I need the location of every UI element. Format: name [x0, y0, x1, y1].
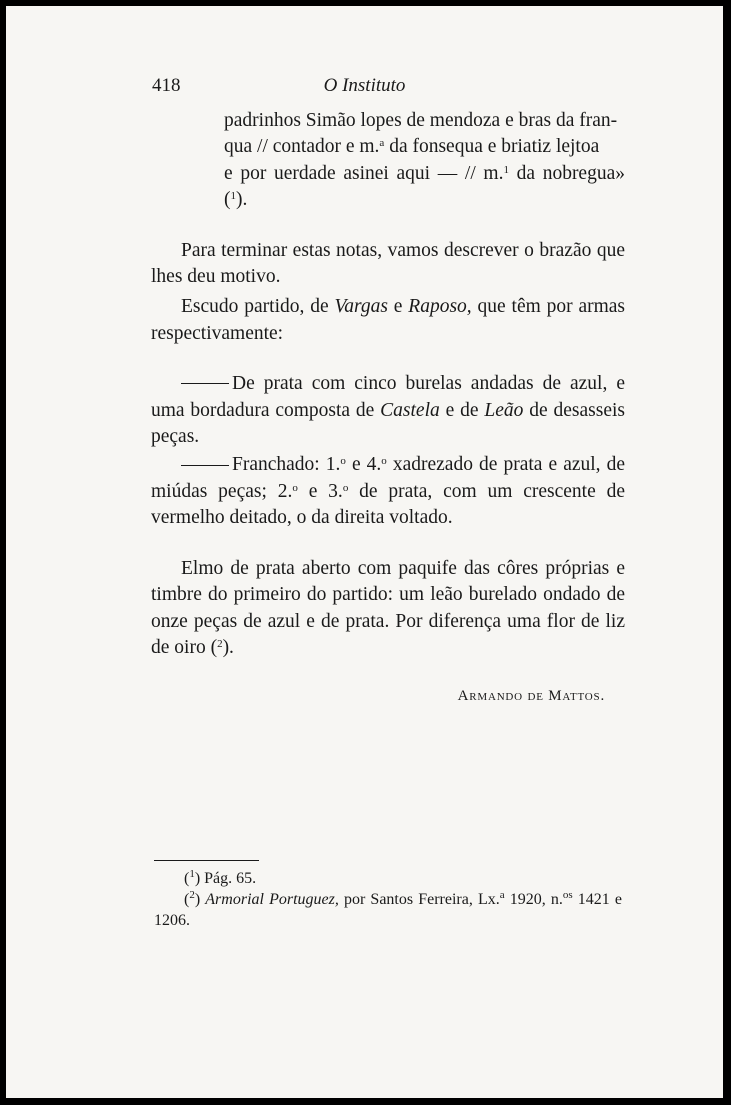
book-page	[6, 6, 723, 1098]
running-title: O Instituto	[323, 75, 406, 96]
quote-line: qua // contador e m.$^a$ da fonsequa e briatiz lejtoa	[224, 136, 600, 158]
paragraph-vargas: De prata com cinco burelas andadas de azul, e uma bordadura composta de Castela e de Leão de desasseis peças.	[151, 373, 625, 448]
footnote-1: ($^1$) Pág. 65.	[184, 868, 257, 887]
quote-line: e por uerdade asinei aqui — // m.$^1$ da nobregua» ($^1$).	[224, 162, 625, 211]
em-dash-rule	[181, 383, 229, 384]
paragraph-elmo: Elmo de prata aberto com paquife das côres próprias e timbre do primeiro do partido: um leão burelado ondado de onze peças de azul e de prata. Por diferença uma flor de liz de oiro ($^2$).	[151, 557, 625, 658]
paragraph-raposo: Franchado: 1.$^o$ e 4.$^o$ xadrezado de prata e azul, de miúdas peças; 2.$^o$ e 3.$^o$ de prata, com um crescente de vermelho deitado, o da direita voltado.	[151, 454, 626, 529]
author-signature: Armando de Mattos.	[457, 688, 605, 705]
page-number: 418	[152, 75, 181, 96]
page-header	[6, 68, 723, 98]
footnote-ref: 2	[217, 637, 223, 650]
footnote-2: ($^2$) Armorial Portuguez, por Santos Ferreira, Lx.$^a$ 1920, n.$^{os}$ 1421 e 1206.	[154, 889, 623, 929]
quote-line: padrinhos Simão lopes de mendoza e bras da fran-	[224, 110, 618, 131]
footnote-ref: 1	[230, 190, 236, 203]
footnote-divider	[154, 860, 259, 861]
footnotes	[154, 868, 622, 931]
main-text	[151, 108, 625, 710]
document-quote	[151, 108, 625, 214]
paragraph-intro: Para terminar estas notas, vamos descrever o brazão que lhes deu motivo.	[151, 239, 625, 288]
paragraph-escudo: Escudo partido, de Vargas e Raposo, que têm por armas respectivamente:	[151, 296, 626, 344]
em-dash-rule	[181, 465, 229, 466]
